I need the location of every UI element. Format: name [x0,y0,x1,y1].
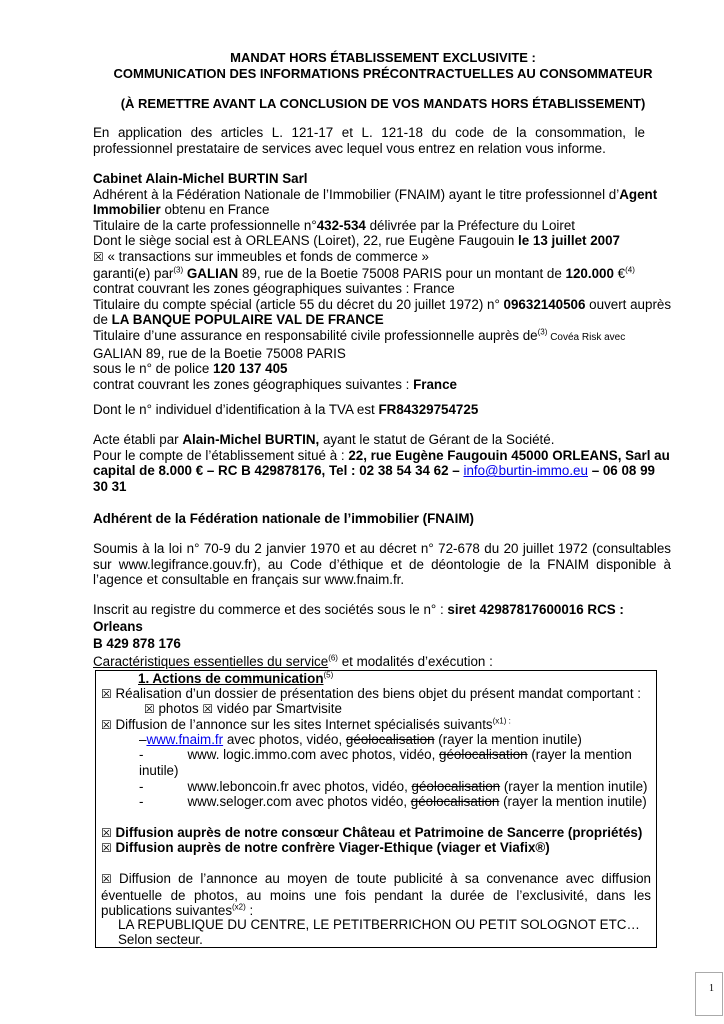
galian-address: 89, rue de la Boetie 75008 PARIS pour un montant de [238,265,566,281]
assurance-address: GALIAN 89, rue de la Boetie 75008 PARIS [93,345,346,361]
capital-tel: capital de 8.000 € – RC B 429878176, Tel : 02 38 54 34 62 – [93,463,464,479]
compte-ouvert: ouvert auprès [585,296,672,312]
garantie-montant: 120.000 [565,265,614,281]
carte-prefecture: délivrée par la Préfecture du Loiret [365,217,576,233]
police-label: sous le n° de police [93,361,213,377]
rcs-block [93,601,673,652]
diffusion-text: Diffusion de l’annonce sur les sites Internet spécialisés suivants [111,717,493,732]
footnote-3: (3) [173,265,184,275]
rcs-label: Inscrit au registre du commerce et des sociétés sous le n° : [93,602,448,617]
site-row-seloger [139,794,647,810]
rcs-siret: siret 42987817600016 RCS : Orleans [93,602,624,634]
siege-date: le 13 juillet 2007 [518,233,620,249]
video-label: vidéo par Smartvisite [213,701,342,716]
carte-number: 432-534 [316,217,366,233]
publicite-checkbox[interactable]: ☒ [101,872,112,886]
logic-immo-url: www. logic.immo.com [187,747,317,762]
obtenu-text: obtenu en France [160,202,270,218]
site-options: avec photos, vidéo, [288,779,412,794]
zones-text-1: contrat couvrant les zones géographiques suivantes : France [93,281,455,297]
seloger-url: www.seloger.com [187,794,292,809]
acte-block [93,432,673,494]
communication-actions-box [95,670,657,948]
site-row-logic [139,747,632,763]
adherent-text: Adhérent à la Fédération Nationale de l’Immobilier (FNAIM) ayant le titre professionnel d’ [93,186,620,202]
caracteristiques-line [93,654,493,670]
diffusion-checkbox[interactable]: ☒ [101,718,112,732]
publicite-text: Diffusion de l’annonce au moyen de toute publicité à sa convenance avec diffusion éventuelle de photos, au moins une fois pendant la durée de l’exclusivité, dans les publications suivantes [101,871,651,919]
etablissement-label: Pour le compte de l’établissement situé à : [93,447,349,463]
zones-text-2: contrat couvrant les zones géographiques suivantes : [93,376,414,392]
geolocalisation-struck: géolocalisation [411,779,501,794]
photos-label: photos [154,701,203,716]
photos-checkbox[interactable]: ☒ [144,702,155,716]
site-note: (rayer la mention inutile) [499,794,647,809]
siege-text: Dont le siège social est à ORLEANS (Loiret), 22, rue Eugène Faugouin [93,233,519,249]
confrere-line [101,840,550,857]
site-options: avec photos, vidéo, [223,732,346,747]
caract-suffix: et modalités d’exécution : [337,654,493,669]
journaux-line: LA REPUBLIQUE DU CENTRE, LE PETITBERRICHON OU PETIT SOLOGNOT ETC… [118,917,640,932]
compte-label: Titulaire du compte spécial (article 55 du décret du 20 juillet 1972) n° [93,296,504,312]
geolocalisation-struck: géolocalisation [439,747,528,762]
cabinet-name: Cabinet Alain-Michel BURTIN Sarl [93,171,308,186]
site-dash: - [139,747,144,762]
intro-paragraph: En application des articles L. 121-17 et L. 121-18 du code de la consommation, le professionnel prestataire de services avec lequel vous entrez en relation vous informe. [93,125,645,156]
site-row-leboncoin [139,779,647,795]
cabinet-block [93,171,673,392]
consoeur-checkbox[interactable]: ☒ [101,826,112,840]
footnote-4: (4) [625,265,635,275]
footnote-x1: (x1) : [492,716,511,726]
site-dash: - [139,794,144,809]
transactions-text: « transactions sur immeubles et fonds de commerce » [103,248,430,264]
compte-de: de [93,312,112,328]
banque-name: LA BANQUE POPULAIRE VAL DE FRANCE [111,312,384,328]
realisation-text: Réalisation d’un dossier de présentation des biens objet du présent mandat comportant : [111,686,642,701]
agent-title: Agent Immobilier [93,186,658,218]
site-note: (rayer la mention inutile) [434,732,582,747]
page-number: 1 [695,972,723,1016]
publicite-paragraph [101,871,651,919]
euro-sign: € [613,265,626,281]
loi-paragraph: Soumis à la loi n° 70-9 du 2 janvier 1970 et au décret n° 72-678 du 20 juillet 1972 (consultables sur www.legifrance.gouv.fr), au Code d’éthique et de déontologie de la FNAIM disponible à l’agence et consultable en français sur www.fnaim.fr. [93,541,671,588]
site-dash: – [139,732,147,747]
doc-title-line3: (À REMETTRE AVANT LA CONCLUSION DE VOS MANDATS HORS ÉTABLISSEMENT) [120,96,646,111]
fnaim-heading-text: Adhérent de la Fédération nationale de l’immobilier (FNAIM) [93,511,474,526]
site-dash: - [139,779,144,794]
actions-heading-text: 1. Actions de communication [138,671,324,686]
acte-label: Acte établi par [93,432,183,447]
site-options: avec photos, vidéo, [316,747,440,762]
rcs-number: B 429 878 176 [93,636,181,651]
assureur-name: Covéa Risk avec [547,331,626,343]
footnote-3b: (3) [537,327,548,337]
fnaim-heading [93,511,474,527]
consoeur-text: Diffusion auprès de notre consœur Château et Patrimoine de Sancerre (propriétés) [111,825,643,840]
fnaim-link[interactable]: www.fnaim.fr [146,732,224,747]
video-checkbox[interactable]: ☒ [202,702,214,716]
site-note: (rayer la mention [527,747,632,762]
site-row-fnaim [139,732,582,748]
assurance-text: Titulaire d’une assurance en responsabilité civile professionnelle auprès de [93,327,538,343]
doc-title-line1: MANDAT HORS ÉTABLISSEMENT EXCLUSIVITE : [230,50,536,65]
footnote-x2: (x2) [232,902,246,912]
acte-statut: ayant le statut de Gérant de la Société. [319,432,555,447]
footnote-6: (6) [328,653,338,663]
mobile-phone-end: 30 31 [93,478,127,494]
publicite-colon: : [245,903,254,919]
tva-number: FR84329754725 [378,402,479,417]
doc-title-line2: COMMUNICATION DES INFORMATIONS PRÉCONTRACTUELLES AU CONSOMMATEUR [113,66,653,81]
footnote-5: (5) [323,670,334,680]
transactions-checkbox[interactable]: ☒ [93,249,104,264]
carte-label: Titulaire de la carte professionnelle n° [93,217,317,233]
compte-number: 09632140506 [503,296,586,312]
confrere-text: Diffusion auprès de notre confrère Viager-Ethique (viager et Viafix®) [111,840,550,855]
realisation-checkbox[interactable]: ☒ [101,687,112,701]
police-number: 120 137 405 [213,361,288,377]
secteur-line: Selon secteur. [118,932,203,947]
geolocalisation-struck: géolocalisation [345,732,435,747]
sarl-text: , Sarl au [617,447,670,463]
tva-line [93,402,478,418]
site-note: (rayer la mention inutile) [500,779,648,794]
geolocalisation-struck: géolocalisation [410,794,500,809]
tva-label: Dont le n° individuel d’identification à la TVA est [93,402,379,417]
galian-name: GALIAN [183,265,239,281]
acte-signatory: Alain-Michel BURTIN, [182,432,320,447]
confrere-checkbox[interactable]: ☒ [101,841,112,855]
leboncoin-url: www.leboncoin.fr [187,779,289,794]
caract-label: Caractéristiques essentielles du service [93,654,329,669]
garanti-label: garanti(e) par [93,265,174,281]
site-row-logic-cont: inutile) [139,763,179,778]
mobile-phone: – 06 08 99 [587,463,655,479]
etablissement-address: 22, rue Eugène Faugouin 45000 ORLEANS [348,447,618,463]
actions-heading [138,671,333,687]
site-options: avec photos vidéo, [291,794,411,809]
zones-france: France [413,376,458,392]
photos-video-line [144,701,342,718]
email-link[interactable]: info@burtin-immo.eu [463,463,588,479]
